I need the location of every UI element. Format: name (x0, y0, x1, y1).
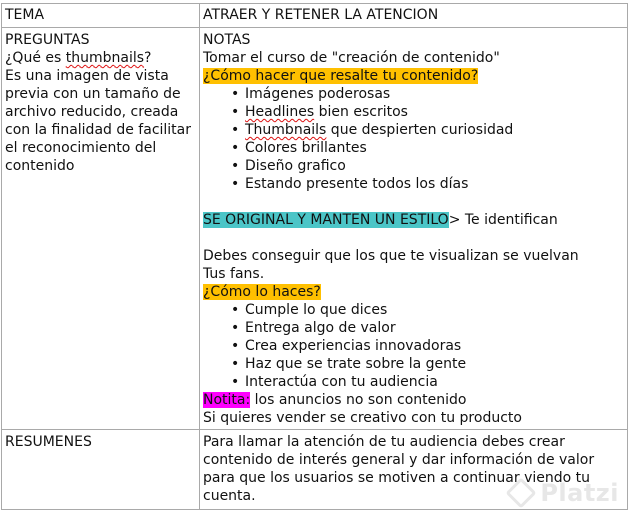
questions-cell (2, 28, 200, 430)
list2-item-text: Crea experiencias innovadoras (245, 338, 462, 354)
style-suffix: > Te identifican (448, 212, 558, 228)
list1-item-text: Imágenes poderosas (245, 86, 391, 102)
watermark-text: Platzi (540, 479, 619, 507)
spacer (203, 193, 624, 211)
list2-item (231, 355, 624, 373)
topic-label: TEMA (5, 7, 45, 23)
bullet-dot-icon: • (231, 158, 240, 174)
bullet-dot-icon: • (231, 338, 240, 354)
list1-item-keyword: Headlines (245, 104, 315, 120)
final-line: Si quieres vender se creativo con tu producto (203, 410, 522, 426)
style-highlight: SE ORIGINAL Y MANTEN UN ESTILO (203, 212, 449, 228)
list1-item (231, 85, 624, 103)
questions-title: PREGUNTAS (5, 32, 90, 48)
summary-text: Para llamar la atención de tu audiencia debes crear contenido de interés general y dar información de valor para que los usuarios se motiven a continuar viendo tu cuenta. (203, 434, 595, 504)
note-label: Notita: (203, 392, 251, 408)
list1-item (231, 139, 624, 157)
bullet-dot-icon: • (231, 302, 240, 318)
bullet-dot-icon: • (231, 86, 240, 102)
platzi-watermark (510, 479, 619, 507)
list2-item (231, 337, 624, 355)
list2-item-text: Cumple lo que dices (245, 302, 388, 318)
question2-line (203, 283, 624, 301)
list1-item-text: Colores brillantes (245, 140, 367, 156)
list2 (203, 301, 624, 391)
notes-cell (200, 28, 628, 430)
list2-item-text: Entrega algo de valor (245, 320, 396, 336)
list2-item (231, 301, 624, 319)
fans-line2: Tus fans. (203, 266, 265, 282)
course-line: Tomar el curso de "creación de contenido" (203, 50, 500, 66)
bullet-dot-icon: • (231, 374, 240, 390)
question-line (5, 49, 196, 67)
note-line (203, 391, 624, 409)
list1-item (231, 121, 624, 139)
list1-item-text: Estando presente todos los días (245, 176, 469, 192)
question-answer: Es una imagen de vista previa con un tamaño de archivo reducido, creada con la finalidad de facilitar el reconocimiento del contenido (5, 68, 192, 174)
list2-item (231, 373, 624, 391)
bullet-dot-icon: • (231, 140, 240, 156)
topic-title: ATRAER Y RETENER LA ATENCION (203, 7, 439, 23)
list1-item (231, 157, 624, 175)
fans-line1: Debes conseguir que los que te visualizan se vuelvan (203, 248, 579, 264)
question1-line (203, 67, 624, 85)
bullet-dot-icon: • (231, 122, 240, 138)
cornell-notes-table (1, 3, 628, 510)
list2-item-text: Interactúa con tu audiencia (245, 374, 438, 390)
question-keyword: thumbnails (65, 50, 145, 66)
list1-item-keyword: Thumbnails (245, 122, 327, 138)
list1-item (231, 175, 624, 193)
notes-title: NOTAS (203, 32, 251, 48)
main-row (2, 28, 628, 430)
list2-item-text: Haz que se trate sobre la gente (245, 356, 467, 372)
platzi-logo-icon (506, 477, 537, 508)
question1-highlight: ¿Cómo hacer que resalte tu contenido? (203, 68, 479, 84)
spacer (203, 229, 624, 247)
bullet-dot-icon: • (231, 356, 240, 372)
list1-item (231, 103, 624, 121)
note-text: los anuncios no son contenido (250, 392, 467, 408)
style-line (203, 211, 624, 229)
list1 (203, 85, 624, 193)
bullet-dot-icon: • (231, 176, 240, 192)
question2-highlight: ¿Cómo lo haces? (203, 284, 321, 300)
summary-title: RESUMENES (5, 434, 92, 450)
list2-item (231, 319, 624, 337)
header-row (2, 4, 628, 28)
bullet-dot-icon: • (231, 104, 240, 120)
question-suffix: ? (144, 50, 152, 66)
bullet-dot-icon: • (231, 320, 240, 336)
list1-item-text: que despierten curiosidad (326, 122, 514, 138)
list1-item-text: bien escritos (314, 104, 408, 120)
summary-label-cell (2, 430, 200, 510)
question-prefix: ¿Qué es (5, 50, 66, 66)
topic-label-cell (2, 4, 200, 28)
list1-item-text: Diseño grafico (245, 158, 346, 174)
topic-title-cell (200, 4, 628, 28)
